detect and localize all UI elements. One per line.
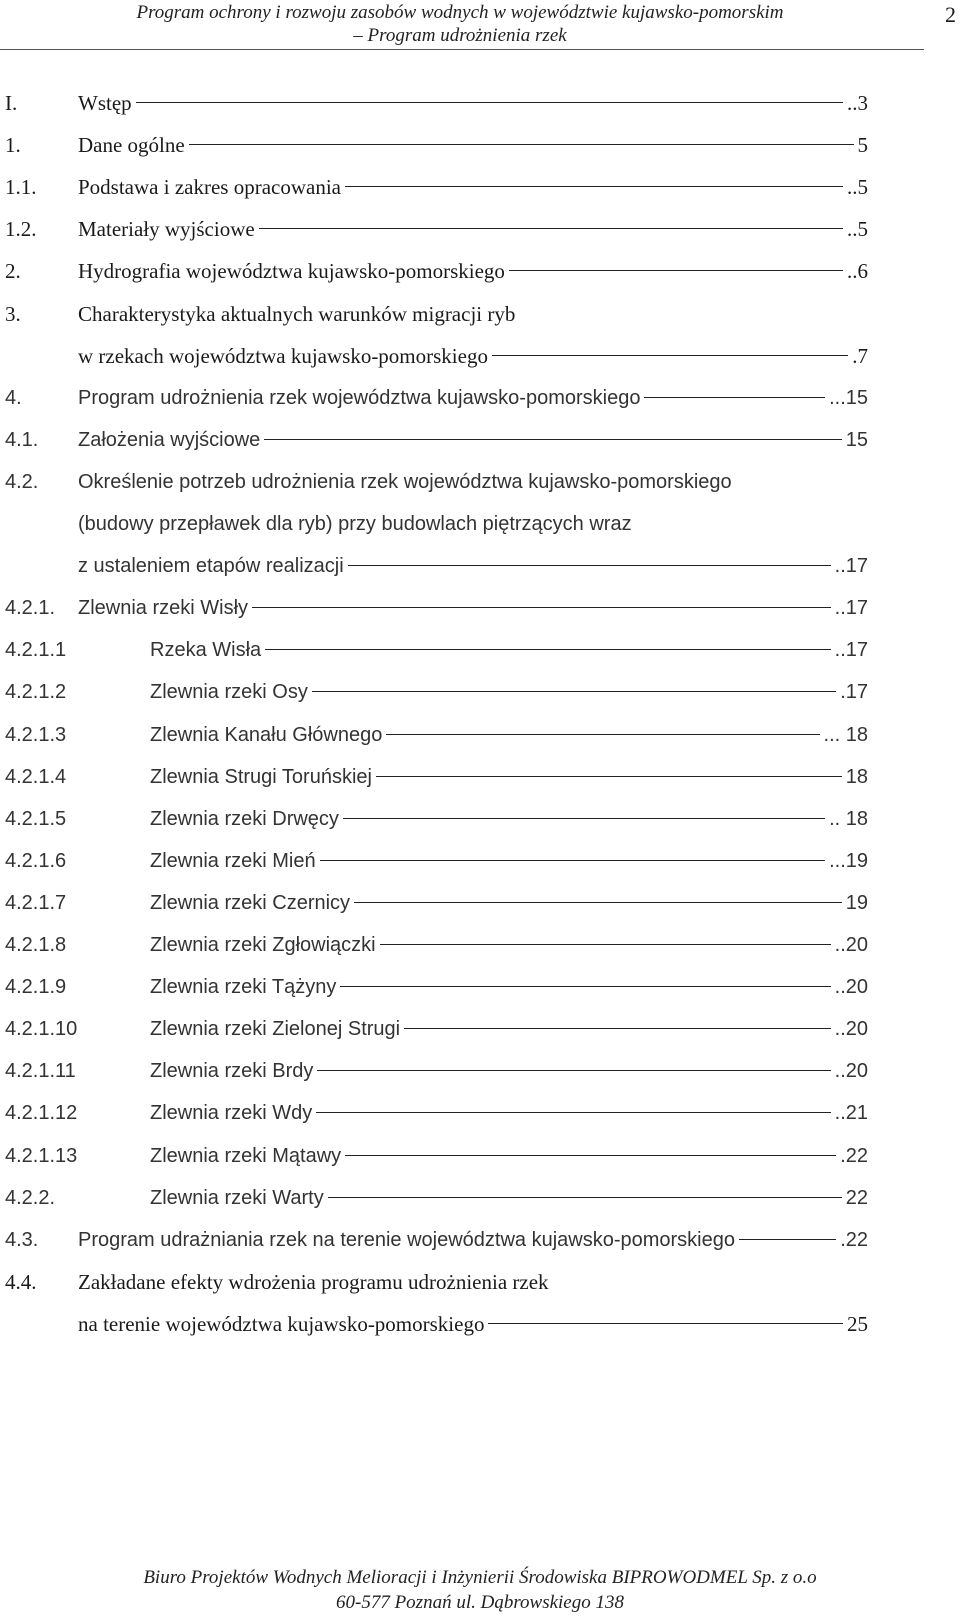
toc-page-ref: ..20 bbox=[834, 976, 868, 999]
toc-leader-line bbox=[509, 269, 843, 271]
toc-leader-line bbox=[492, 354, 848, 356]
toc-number: 4. bbox=[5, 386, 22, 409]
toc-leader-line bbox=[345, 1154, 836, 1156]
toc-line bbox=[0, 844, 900, 878]
toc-line bbox=[0, 254, 900, 288]
toc-line bbox=[0, 507, 900, 541]
toc-number: 4.2.1.6 bbox=[5, 849, 67, 872]
toc-line bbox=[0, 465, 900, 499]
toc-line bbox=[0, 549, 900, 583]
toc-leader-line bbox=[348, 564, 831, 566]
toc-page-ref: 18 bbox=[845, 765, 868, 788]
toc-line bbox=[0, 760, 900, 794]
toc-number: 4.2.1.10 bbox=[5, 1018, 78, 1041]
toc-title: Zlewnia rzeki Zielonej Strugi bbox=[150, 1018, 401, 1041]
toc-page-ref: ..17 bbox=[834, 639, 868, 662]
toc-leader-line bbox=[316, 1111, 830, 1113]
toc-page-ref: .7 bbox=[852, 343, 868, 368]
toc-line bbox=[0, 1054, 900, 1088]
toc-leader-line bbox=[343, 817, 825, 819]
toc-number: 4.2.1.8 bbox=[5, 934, 67, 956]
toc-line bbox=[0, 86, 900, 120]
toc-title: z ustaleniem etapów realizacji bbox=[78, 555, 344, 578]
toc-line bbox=[0, 1012, 900, 1046]
toc-title: Założenia wyjściowe bbox=[78, 428, 261, 451]
toc-page-ref: ..17 bbox=[834, 597, 868, 620]
toc-number: 4.2.1.5 bbox=[5, 807, 67, 830]
header-title-line1: Program ochrony i rozwoju zasobów wodnych w województwie kujawsko-pomorskim bbox=[136, 2, 784, 23]
toc-title: Zlewnia rzeki Mień bbox=[150, 849, 316, 872]
toc-leader-line bbox=[488, 1322, 843, 1324]
header-title-line2: – Program udrożnienia rzek bbox=[353, 25, 567, 46]
toc-page-ref: ..6 bbox=[847, 259, 868, 284]
toc-page-ref: 5 bbox=[857, 133, 868, 158]
toc-line bbox=[0, 297, 900, 331]
footer-company-line: Biuro Projektów Wodnych Melioracji i Inżynierii Środowiska BIPROWODMEL Sp. z o.o bbox=[143, 1567, 817, 1588]
toc-number: I. bbox=[5, 91, 18, 115]
toc-leader-line bbox=[345, 185, 843, 187]
toc-title: Zlewnia rzeki Tążyny bbox=[150, 976, 337, 999]
toc-number: 4.4. bbox=[5, 1269, 37, 1294]
toc-line bbox=[0, 1181, 900, 1215]
toc-title: Zlewnia rzeki Warty bbox=[150, 1186, 324, 1209]
toc-line bbox=[0, 1223, 900, 1257]
toc-leader-line bbox=[259, 227, 843, 229]
toc-line bbox=[0, 1307, 900, 1341]
toc-line bbox=[0, 928, 900, 962]
toc-title: Program udrażniania rzek na terenie województwa kujawsko-pomorskiego bbox=[78, 1228, 735, 1251]
toc-page-ref: ...19 bbox=[829, 849, 868, 872]
toc-page-ref: ..5 bbox=[847, 175, 868, 200]
toc-number: 4.2.1.1 bbox=[5, 639, 67, 662]
toc-page-ref: .17 bbox=[840, 681, 868, 704]
toc-title: Zlewnia rzeki Czernicy bbox=[150, 891, 351, 914]
toc-title: Materiały wyjściowe bbox=[78, 217, 255, 242]
toc-number: 4.2.1.12 bbox=[5, 1102, 78, 1125]
toc-leader-line bbox=[380, 943, 831, 945]
toc-page-ref: 19 bbox=[845, 891, 868, 914]
toc-leader-line bbox=[252, 606, 831, 608]
toc-line bbox=[0, 339, 900, 373]
toc-line bbox=[0, 128, 900, 162]
toc-leader-line bbox=[376, 775, 842, 777]
page-number: 2 bbox=[945, 2, 956, 27]
toc-page-ref: 25 bbox=[847, 1311, 868, 1336]
toc-title: Zlewnia rzeki Wdy bbox=[150, 1102, 313, 1125]
toc-number: 1.1. bbox=[5, 175, 37, 200]
toc-number: 4.2.2. bbox=[5, 1186, 56, 1209]
toc-line bbox=[0, 1265, 900, 1299]
toc-leader-line bbox=[136, 101, 843, 103]
toc-leader-line bbox=[340, 985, 830, 987]
toc-title: Dane ogólne bbox=[78, 133, 185, 158]
toc-page-ref: ... 18 bbox=[823, 723, 868, 746]
toc-page-ref: .. 18 bbox=[829, 807, 868, 830]
toc-title: Zlewnia rzeki Brdy bbox=[150, 1060, 314, 1083]
toc-title: Zlewnia Kanału Głównego bbox=[150, 723, 383, 746]
toc-line bbox=[0, 381, 900, 415]
toc-number: 4.2.1.2 bbox=[5, 681, 67, 704]
toc-page-ref: ..20 bbox=[834, 1060, 868, 1083]
toc-number: 3. bbox=[5, 301, 21, 326]
toc-number: 4.2.1.9 bbox=[5, 976, 67, 999]
toc-line bbox=[0, 170, 900, 204]
toc-leader-line bbox=[328, 1196, 842, 1198]
toc-leader-line bbox=[644, 396, 825, 398]
toc-title: Rzeka Wisła bbox=[150, 639, 262, 662]
toc-page-ref: ..21 bbox=[834, 1102, 868, 1125]
toc-line bbox=[0, 802, 900, 836]
toc-number: 4.2.1. bbox=[5, 597, 56, 620]
toc-leader-line bbox=[264, 438, 841, 440]
toc-number: 1. bbox=[5, 133, 21, 158]
toc-page-ref: .22 bbox=[840, 1144, 868, 1167]
toc-title: Zlewnia rzeki Drwęcy bbox=[150, 807, 339, 830]
toc-number: 2. bbox=[5, 259, 21, 284]
toc-line bbox=[0, 212, 900, 246]
toc-page-ref: ..5 bbox=[847, 217, 868, 242]
toc-title: (budowy przepławek dla ryb) przy budowlach piętrzących wraz bbox=[78, 513, 632, 535]
toc-leader-line bbox=[404, 1027, 831, 1029]
toc-page-ref: ..20 bbox=[834, 1018, 868, 1041]
toc-title: Zlewnia Strugi Toruńskiej bbox=[150, 765, 372, 788]
toc-title: Program udrożnienia rzek województwa kujawsko-pomorskiego bbox=[78, 386, 641, 409]
toc-page-ref: 15 bbox=[845, 428, 868, 451]
toc-title: Zlewnia rzeki Mątawy bbox=[150, 1144, 342, 1167]
toc-number: 4.1. bbox=[5, 428, 39, 451]
toc-page-ref: .22 bbox=[840, 1228, 868, 1251]
toc-line bbox=[0, 886, 900, 920]
toc-leader-line bbox=[189, 143, 854, 145]
toc-number: 4.2.1.3 bbox=[5, 723, 67, 746]
toc-title: Zlewnia rzeki Osy bbox=[150, 681, 308, 704]
toc-title: Hydrografia województwa kujawsko-pomorskiego bbox=[78, 259, 505, 284]
toc-page-ref: ..20 bbox=[834, 934, 868, 956]
toc-line bbox=[0, 591, 900, 625]
toc-page-ref: 22 bbox=[845, 1186, 868, 1209]
toc-number: 4.2.1.13 bbox=[5, 1144, 78, 1167]
toc-title: Charakterystyka aktualnych warunków migracji ryb bbox=[78, 301, 516, 326]
toc-number: 4.2.1.4 bbox=[5, 765, 67, 788]
toc-title: Określenie potrzeb udrożnienia rzek województwa kujawsko-pomorskiego bbox=[78, 470, 732, 493]
toc-title: Podstawa i zakres opracowania bbox=[78, 175, 341, 200]
toc-line bbox=[0, 1096, 900, 1130]
toc-line bbox=[0, 970, 900, 1004]
toc-title: Zakładane efekty wdrożenia programu udrożnienia rzek bbox=[78, 1269, 549, 1294]
toc-page-ref: ..17 bbox=[834, 555, 868, 578]
toc-number: 4.2.1.7 bbox=[5, 891, 67, 914]
toc-line bbox=[0, 633, 900, 667]
toc-leader-line bbox=[354, 901, 842, 903]
toc-title: Zlewnia rzeki Wisły bbox=[78, 597, 249, 620]
toc-leader-line bbox=[317, 1069, 830, 1071]
toc-page-ref: ...15 bbox=[829, 386, 868, 409]
toc-title: w rzekach województwa kujawsko-pomorskiego bbox=[78, 343, 488, 368]
toc-title: Zlewnia rzeki Zgłowiączki bbox=[150, 934, 376, 956]
toc-number: 4.2.1.11 bbox=[5, 1060, 76, 1083]
toc-page-ref: ..3 bbox=[847, 91, 868, 115]
toc-line bbox=[0, 1139, 900, 1173]
toc-line bbox=[0, 423, 900, 457]
toc-number: 1.2. bbox=[5, 217, 37, 242]
toc-title: na terenie województwa kujawsko-pomorskiego bbox=[78, 1311, 485, 1336]
toc-leader-line bbox=[312, 690, 836, 692]
toc-number: 4.2. bbox=[5, 470, 39, 493]
toc-line bbox=[0, 718, 900, 752]
header-divider bbox=[0, 49, 924, 50]
toc-leader-line bbox=[739, 1238, 836, 1240]
toc-leader-line bbox=[386, 733, 819, 735]
toc-title: Wstęp bbox=[78, 91, 132, 115]
toc-line bbox=[0, 675, 900, 709]
toc-leader-line bbox=[320, 859, 825, 861]
footer-address-line: 60-577 Poznań ul. Dąbrowskiego 138 bbox=[336, 1592, 624, 1613]
toc-leader-line bbox=[265, 648, 831, 650]
toc-number: 4.3. bbox=[5, 1228, 39, 1251]
